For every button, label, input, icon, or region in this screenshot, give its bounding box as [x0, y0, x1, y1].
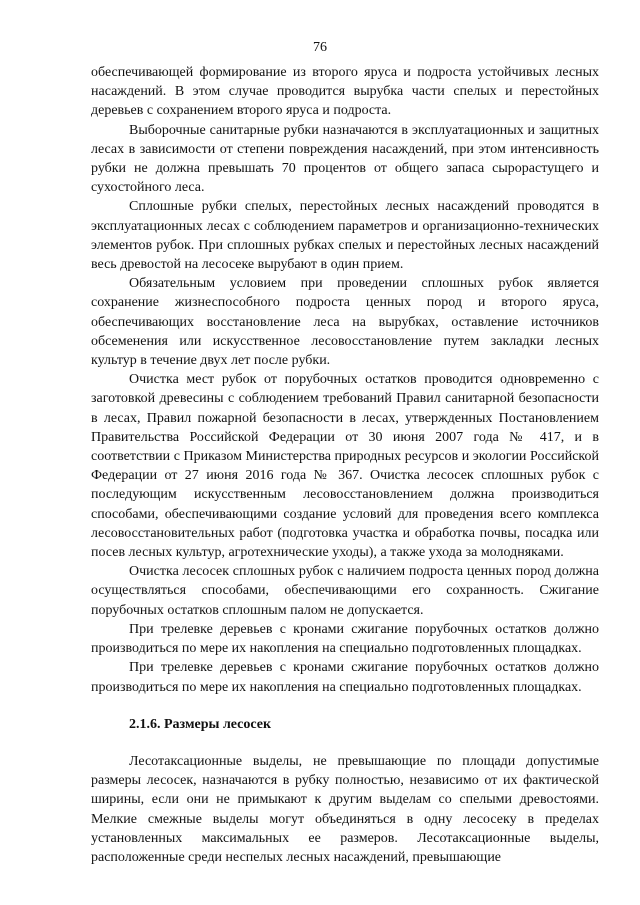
paragraph: Выборочные санитарные рубки назначаются в эксплуатационных и защитных лесах в зависимости от степени повреждения насаждений, при этом интенсивность рубки не должна превышать 70 процентов от общего запаса сырорастущего и сухостойного леса. — [91, 122, 599, 196]
paragraph: Лесотаксационные выделы, не превышающие по площади допустимые размеры лесосек, назначаются в рубку полностью, независимо от их фактической ширины, если они не примыкают к другим выделам со спелыми древостоями. Мелкие смежные выделы могут объединяться в одну лесосеку в пределах установленных максимальных ее размеров. Лесотаксационные выделы, расположенные среди неспелых лесных насаждений, превышающие — [91, 753, 599, 865]
paragraph: Обязательным условием при проведении сплошных рубок является сохранение жизнеспособного подроста ценных пород и второго яруса, обеспечивающих восстановление леса на вырубках, оставление источников обсеменения или искусственное лесовосстановление путем закладки лесных культур в течение двух лет после рубки. — [91, 276, 599, 369]
page-number: 76 — [313, 40, 327, 55]
section-heading: 2.1.6. Размеры лесосек — [129, 716, 272, 732]
paragraph: При трелевке деревьев с кронами сжигание порубочных остатков должно производиться по мере их накопления на специально подготовленных площадках. — [91, 660, 599, 695]
paragraph: обеспечивающей формирование из второго яруса и подроста устойчивых лесных насаждений. В этом случае проводится вырубка части спелых и перестойных деревьев с сохранением второго яруса и подроста. — [91, 65, 599, 119]
paragraph: При трелевке деревьев с кронами сжигание порубочных остатков должно производиться по мере их накопления на специально подготовленных площадках. — [91, 621, 599, 657]
paragraph-group-bottom — [91, 752, 599, 867]
paragraph: Сплошные рубки спелых, перестойных лесных насаждений проводятся в эксплуатационных лесах с соблюдением параметров и организационно-технических элементов рубок. При сплошных рубках спелых и перестойных лесных насаждений весь древостой на лесосеке вырубают в один прием. — [91, 199, 599, 273]
paragraph-group-top — [91, 63, 599, 697]
document-body — [91, 63, 599, 867]
paragraph: Очистка лесосек сплошных рубок с наличием подроста ценных пород должна осуществляться способами, обеспечивающими его сохранность. Сжигание порубочных остатков сплошным палом не допускается. — [91, 564, 599, 618]
paragraph: Очистка мест рубок от порубочных остатков проводится одновременно с заготовкой древесины с соблюдением требований Правил санитарной безопасности в лесах, Правил пожарной безопасности в лесах, утвержденных Постановлением Правительства Российской Федерации от 30 июня 2007 года № 417, и в соответствии с Приказом Министерства природных ресурсов и экологии Российской Федерации от 27 июня 2016 года № 367. Очистка лесосек сплошных рубок с последующим искусственным лесовосстановлением должна производиться способами, обеспечивающими создание условий для проведения всего комплекса лесовосстановительных работ (подготовка участка и обработка почвы, посадка или посев лесных культур, агротехнические уходы), а также ухода за молодняками. — [91, 372, 599, 561]
